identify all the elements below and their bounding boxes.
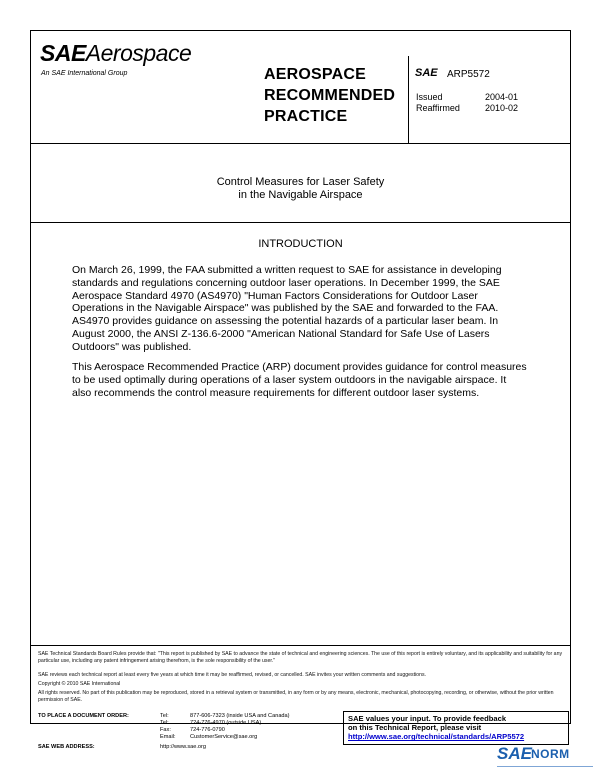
sae-small-logo: SAE: [415, 67, 438, 79]
doc-type-line: RECOMMENDED: [264, 87, 396, 104]
tel-label: Tel:: [160, 713, 169, 719]
feedback-line-2: on this Technical Report, please visit: [348, 723, 482, 733]
reaffirmed-label: Reaffirmed: [416, 103, 460, 113]
email-line: [160, 734, 257, 741]
intro-paragraph-1: On March 26, 1999, the FAA submitted a written request to SAE for assistance in developing standards and regulations concerning outdoor laser operations. In December 1999, the SAE Aerospace Standard 4970 (AS4970) "Human Factors Considerations for Outdoor Laser Operations in the Navigable Airspace" was published by the SAE and forwarded to the FAA. AS4970 provides guidance on assessing the potential hazards of a particular laser beam. In August 2000, the ANSI Z-136.6-2000 "American National Standard for Safe Use of Lasers Outdoors" was published.: [72, 264, 502, 353]
document-type: [264, 64, 395, 127]
header-vertical-divider: [408, 56, 409, 143]
watermark-sae: SAE: [497, 744, 532, 763]
issued-label: Issued: [416, 92, 443, 102]
footer-divider: [30, 645, 571, 646]
watermark-norm: NORM: [531, 747, 570, 761]
fax-value: 724-776-0790: [190, 727, 225, 733]
web-address-label: SAE WEB ADDRESS:: [38, 744, 95, 750]
logo-tagline: An SAE International Group: [41, 70, 128, 77]
order-label: TO PLACE A DOCUMENT ORDER:: [38, 713, 129, 719]
title-divider: [30, 222, 571, 223]
document-number: ARP5572: [447, 69, 490, 80]
header-divider: [30, 143, 571, 144]
introduction-heading: INTRODUCTION: [258, 238, 343, 250]
tel-value: 877-606-7323 (inside USA and Canada): [190, 713, 290, 719]
watermark-underline: [497, 766, 593, 767]
reaffirmed-date: 2010-02: [485, 103, 519, 113]
feedback-box: [343, 711, 569, 745]
web-address-link[interactable]: http://www.sae.org: [160, 744, 207, 750]
review-text: SAE reviews each technical report at least every five years at which time it may be reaffirmed, revised, or cancelled. SAE invites your written comments and suggestions.: [38, 672, 426, 678]
email-label: Email:: [160, 734, 176, 740]
intro-paragraph-2: This Aerospace Recommended Practice (ARP) document provides guidance for control measures to be used optimally during operations of a laser system outdoors in the navigable airspace. It also recommends the control measure requirements for different outdoor laser systems.: [72, 361, 527, 399]
fax-label: Fax:: [160, 727, 171, 733]
logo-brand-bold: SAE: [40, 40, 86, 66]
tel2-label: Tel:: [160, 720, 169, 726]
feedback-link[interactable]: http://www.sae.org/technical/standards/ARP5572: [348, 732, 525, 742]
sae-norm-watermark: [497, 744, 597, 772]
sae-aerospace-logo: [40, 40, 240, 90]
document-title: [30, 176, 571, 202]
issued-date: 2004-01: [485, 92, 519, 102]
rights-text: All rights reserved. No part of this publication may be reproduced, stored in a retrieval system or transmitted, in any form or by any means, electronic, mechanical, photocopying, recording, or otherwise, without the prior written permission of SAE.: [38, 690, 554, 703]
logo-brand-rest: Aerospace: [85, 40, 192, 66]
doc-type-line: PRACTICE: [264, 108, 348, 125]
email-value[interactable]: CustomerService@sae.org: [190, 734, 258, 740]
copyright-text: Copyright © 2010 SAE International: [38, 681, 121, 687]
title-line-2: in the Navigable Airspace: [238, 189, 363, 201]
tel2-value: 724-776-4970 (outside USA): [190, 720, 262, 726]
board-rules-text: SAE Technical Standards Board Rules provide that: "This report is published by SAE to advance the state of technical and engineering sciences. The use of this report is entirely voluntary, and its applicability and suitability for any particular use, including any patent infringement arising therefrom, is the sole responsibility of the user.": [38, 651, 563, 664]
feedback-line-1: SAE values your input. To provide feedback: [348, 714, 507, 723]
doc-type-line: AEROSPACE: [264, 66, 366, 83]
title-line-1: Control Measures for Laser Safety: [216, 176, 385, 188]
